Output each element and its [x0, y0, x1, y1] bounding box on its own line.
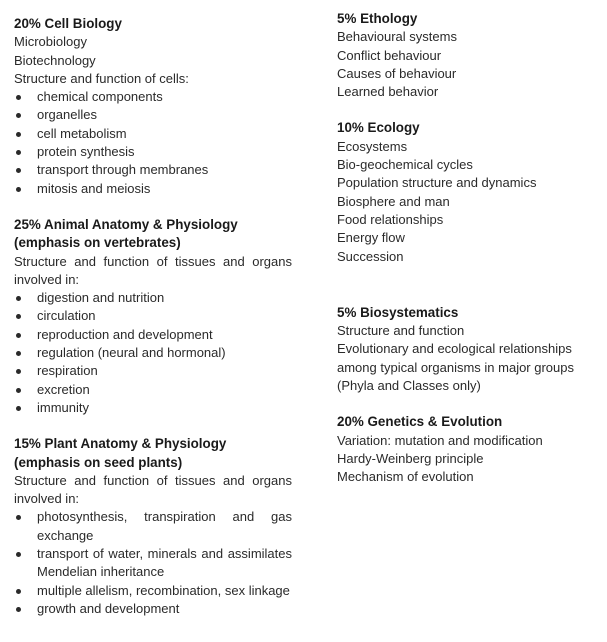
section-subheading: (emphasis on vertebrates) [14, 235, 181, 251]
topic-line: Behavioural systems [337, 29, 457, 45]
topic-line: Causes of behaviour [337, 65, 457, 81]
list-item: regulation (neural and hormonal) [14, 344, 292, 362]
topic-line: among typical organisms in major groups [337, 359, 574, 375]
list-item: chemical components [14, 88, 292, 106]
bullet-list [14, 508, 292, 618]
section-heading: 10% Ecology [337, 120, 420, 136]
topic-line: Biosphere and man [337, 193, 450, 209]
list-item: circulation [14, 307, 292, 325]
list-item: excretion [14, 381, 292, 399]
left-column [14, 0, 292, 618]
topic-line: Variation: mutation and modification [337, 432, 543, 448]
section-plant-anatomy [14, 435, 292, 618]
topic-line: Population structure and dynamics [337, 175, 537, 191]
list-item: transport of water, minerals and assimilates Mendelian inheritance [14, 545, 292, 582]
list-item: respiration [14, 362, 292, 380]
bullet-list [14, 88, 292, 198]
section-genetics-evolution [337, 413, 605, 486]
topic-line: Structure and function [337, 323, 465, 339]
list-item: digestion and nutrition [14, 289, 292, 307]
section-biosystematics [337, 304, 605, 395]
section-animal-anatomy [14, 216, 292, 417]
list-item: mitosis and meiosis [14, 180, 292, 198]
section-ethology [337, 10, 605, 101]
topic-line: Ecosystems [337, 138, 408, 154]
topic-line: Structure and function of cells: [14, 70, 189, 86]
list-item: photosynthesis, transpiration and gas exchange [14, 508, 292, 545]
section-cell-biology [14, 15, 292, 198]
section-subheading: (emphasis on seed plants) [14, 454, 183, 470]
topic-line: Hardy-Weinberg principle [337, 450, 484, 466]
bullet-list [14, 289, 292, 417]
topic-line: Mechanism of evolution [337, 469, 474, 485]
section-heading: 20% Cell Biology [14, 16, 122, 31]
topic-line: Succession [337, 248, 404, 264]
section-heading: 5% Biosystematics [337, 304, 459, 320]
section-heading: 20% Genetics & Evolution [337, 414, 503, 430]
list-item: transport through membranes [14, 161, 292, 179]
topic-line: Conflict behaviour [337, 47, 442, 63]
section-heading: 15% Plant Anatomy & Physiology [14, 436, 227, 452]
section-ecology [337, 119, 605, 265]
section-heading: 5% Ethology [337, 11, 418, 26]
list-item: cell metabolism [14, 125, 292, 143]
list-item: growth and development [14, 600, 292, 618]
topic-intro: Structure and function of tissues and organs involved in: [14, 253, 292, 287]
section-heading: 25% Animal Anatomy & Physiology [14, 216, 238, 232]
topic-line: Biotechnology [14, 52, 96, 68]
topic-line: Microbiology [14, 34, 87, 50]
topic-line: (Phyla and Classes only) [337, 378, 481, 394]
list-item: protein synthesis [14, 143, 292, 161]
list-item: multiple allelism, recombination, sex linkage [14, 582, 292, 600]
topic-line: Learned behavior [337, 84, 439, 100]
topic-line: Bio-geochemical cycles [337, 157, 473, 173]
topic-line: Energy flow [337, 230, 405, 246]
list-item: reproduction and development [14, 326, 292, 344]
right-column [337, 0, 605, 487]
topic-line: Evolutionary and ecological relationships [337, 341, 572, 357]
topic-line: Food relationships [337, 211, 444, 227]
list-item: immunity [14, 399, 292, 417]
list-item: organelles [14, 106, 292, 124]
topic-intro: Structure and function of tissues and organs involved in: [14, 472, 292, 507]
